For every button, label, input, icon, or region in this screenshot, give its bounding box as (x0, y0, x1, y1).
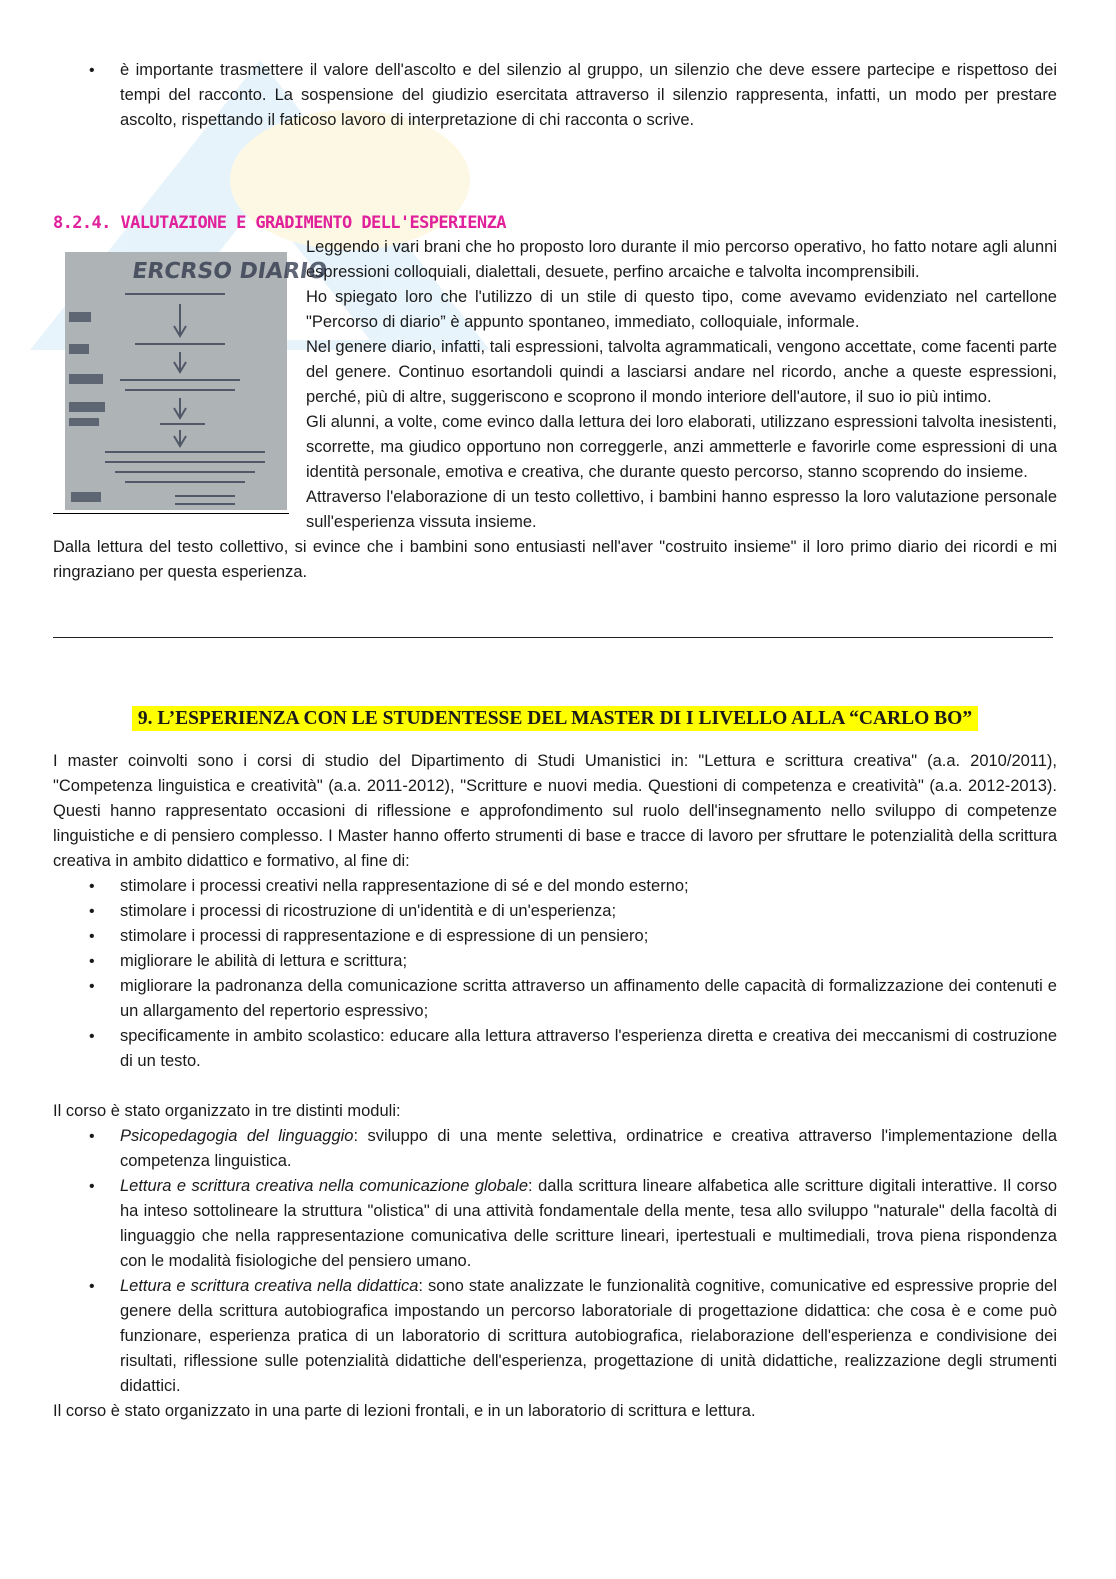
horizontal-rule (53, 637, 1053, 638)
diary-poster-photo (53, 235, 329, 514)
section-8-2-4-body (53, 235, 1057, 585)
paragraph: Nel genere diario, infatti, tali espressioni, talvolta agrammaticali, vengono accettate, come facenti parte del genere. Continuo esortandoli quindi a lasciarsi andare nel ricordo, anche a queste espressioni, perché, più di altre, suggeriscono e scoprono il mondo interiore dell'autore, il suo io più intimo. (306, 338, 1057, 406)
module-text: : sviluppo di una mente selettiva, ordinatrice e creativa attraverso l'implementazione della competenza linguistica. (120, 1127, 1057, 1170)
list-item (120, 1274, 1057, 1399)
list-item: • migliorare la padronanza della comunicazione scritta attraverso un affinamento delle capacità di formalizzazione dei contenuti e un allargamento del repertorio espressivo; (120, 974, 1057, 1024)
module-title: Lettura e scrittura creativa nella comunicazione globale (120, 1177, 529, 1195)
list-item (120, 1174, 1057, 1274)
paragraph: I master coinvolti sono i corsi di studio del Dipartimento di Studi Umanistici in: "Lettura e scrittura creativa" (a.a. 2010/2011), "Competenza linguistica e creatività" (a.a. 2011-2012), "Scritture e nuovi media. Questioni di competenza e creatività" (a.a. 2012-2013). Questi hanno rappresentato occasioni di riflessione e approfondimento sul ruolo dell'insegnamento nello sviluppo di competenze linguistiche e di pensiero complesso. I Master hanno offerto strumenti di base e tracce di lavoro per sfruttare le potenzialità della scrittura creativa in ambito didattico e formativo, al fine di: (53, 752, 1057, 870)
list-item: • stimolare i processi di ricostruzione di un'identità e di un'esperienza; (120, 899, 1057, 924)
list-item: • stimolare i processi creativi nella rappresentazione di sé e del mondo esterno; (120, 874, 1057, 899)
list-item: • stimolare i processi di rappresentazione e di espressione di un pensiero; (120, 924, 1057, 949)
section-heading-9: 9. L’ESPERIENZA CON LE STUDENTESSE DEL MASTER DI I LIVELLO ALLA “CARLO BO” (132, 706, 978, 731)
document-page (53, 58, 1057, 1424)
poster-sketch (65, 252, 329, 510)
goals-list (53, 874, 1057, 1074)
module-text: : sono state analizzate le funzionalità cognitive, comunicative ed espressive proprie del genere della scrittura autobiografica impostando un percorso laboratoriale di progettazione didattica: che cosa è e come può funzionare, esperienza pratica di un laboratorio di scrittura autobiografica, rielaborazione dell'esperienza e condivisione dei risultati, riflessione sulle potenzialità didattiche dell'esperienza, progettazione di unità didattiche, realizzazione degli strumenti didattici. (120, 1277, 1057, 1395)
paragraph: Il corso è stato organizzato in tre distinti moduli: (53, 1102, 401, 1120)
paragraph: Attraverso l'elaborazione di un testo collettivo, i bambini hanno espresso la loro valutazione personale sull'esperienza vissuta insieme. (306, 488, 1057, 531)
list-item: • specificamente in ambito scolastico: educare alla lettura attraverso l'esperienza diretta e creativa dei meccanismi di costruzione di un testo. (120, 1024, 1057, 1074)
intro-bullet-list (53, 58, 1057, 133)
list-item: • è importante trasmettere il valore dell'ascolto e del silenzio al gruppo, un silenzio che deve essere partecipe e rispettoso dei tempi del racconto. La sospensione del giudizio esercitata attraverso il silenzio rappresenta, infatti, un modo per prestare ascolto, rispettando il faticoso lavoro di interpretazione di chi racconta o scrive. (120, 58, 1057, 133)
paragraph: Leggendo i vari brani che ho proposto loro durante il mio percorso operativo, ho fatto notare agli alunni espressioni colloquiali, dialettali, desuete, perfino arcaiche e talvolta incomprensibili. (306, 238, 1057, 281)
section-heading-8-2-4: 8.2.4. VALUTAZIONE E GRADIMENTO DELL'ESPERIENZA (53, 213, 506, 233)
svg-text:ERCRSO DIARIO: ERCRSO DIARIO (130, 258, 329, 284)
modules-list (53, 1124, 1057, 1399)
list-item: • migliorare le abilità di lettura e scrittura; (120, 949, 1057, 974)
module-title: Lettura e scrittura creativa nella didattica (120, 1277, 419, 1295)
list-item (120, 1124, 1057, 1174)
paragraph: Gli alunni, a volte, come evinco dalla lettura dei loro elaborati, utilizzano espressioni talvolta inesistenti, scorrette, ma giudico opportuno non correggerle, anzi ammetterle e favorirle come espressioni di una identità personale, emotiva e creativa, che durante questo percorso, stanno scoprendo do insieme. (306, 413, 1057, 481)
module-text: : dalla scrittura lineare alfabetica alle scritture digitali interattive. Il corso ha inteso sottolineare la struttura "olistica" di una attività fondamentale della mente, tesa allo sviluppo "naturale" della facoltà di linguaggio che nella rappresentazione comunicativa delle scritture lineari, ipertestuali e multimediali, trova piena rispondenza con le modalità fisiologiche del pensiero umano. (120, 1177, 1057, 1270)
paragraph: Ho spiegato loro che l'utilizzo di un stile di questo tipo, come avevamo evidenziato nel cartellone "Percorso di diario” è appunto spontaneo, immediato, colloquiale, informale. (306, 288, 1057, 331)
module-title: Psicopedagogia del linguaggio (120, 1127, 354, 1145)
paragraph: Dalla lettura del testo collettivo, si evince che i bambini sono entusiasti nell'aver "costruito insieme" il loro primo diario dei ricordi e mi ringraziano per questa esperienza. (53, 538, 1057, 581)
paragraph: Il corso è stato organizzato in una parte di lezioni frontali, e in un laboratorio di scrittura e lettura. (53, 1402, 756, 1420)
